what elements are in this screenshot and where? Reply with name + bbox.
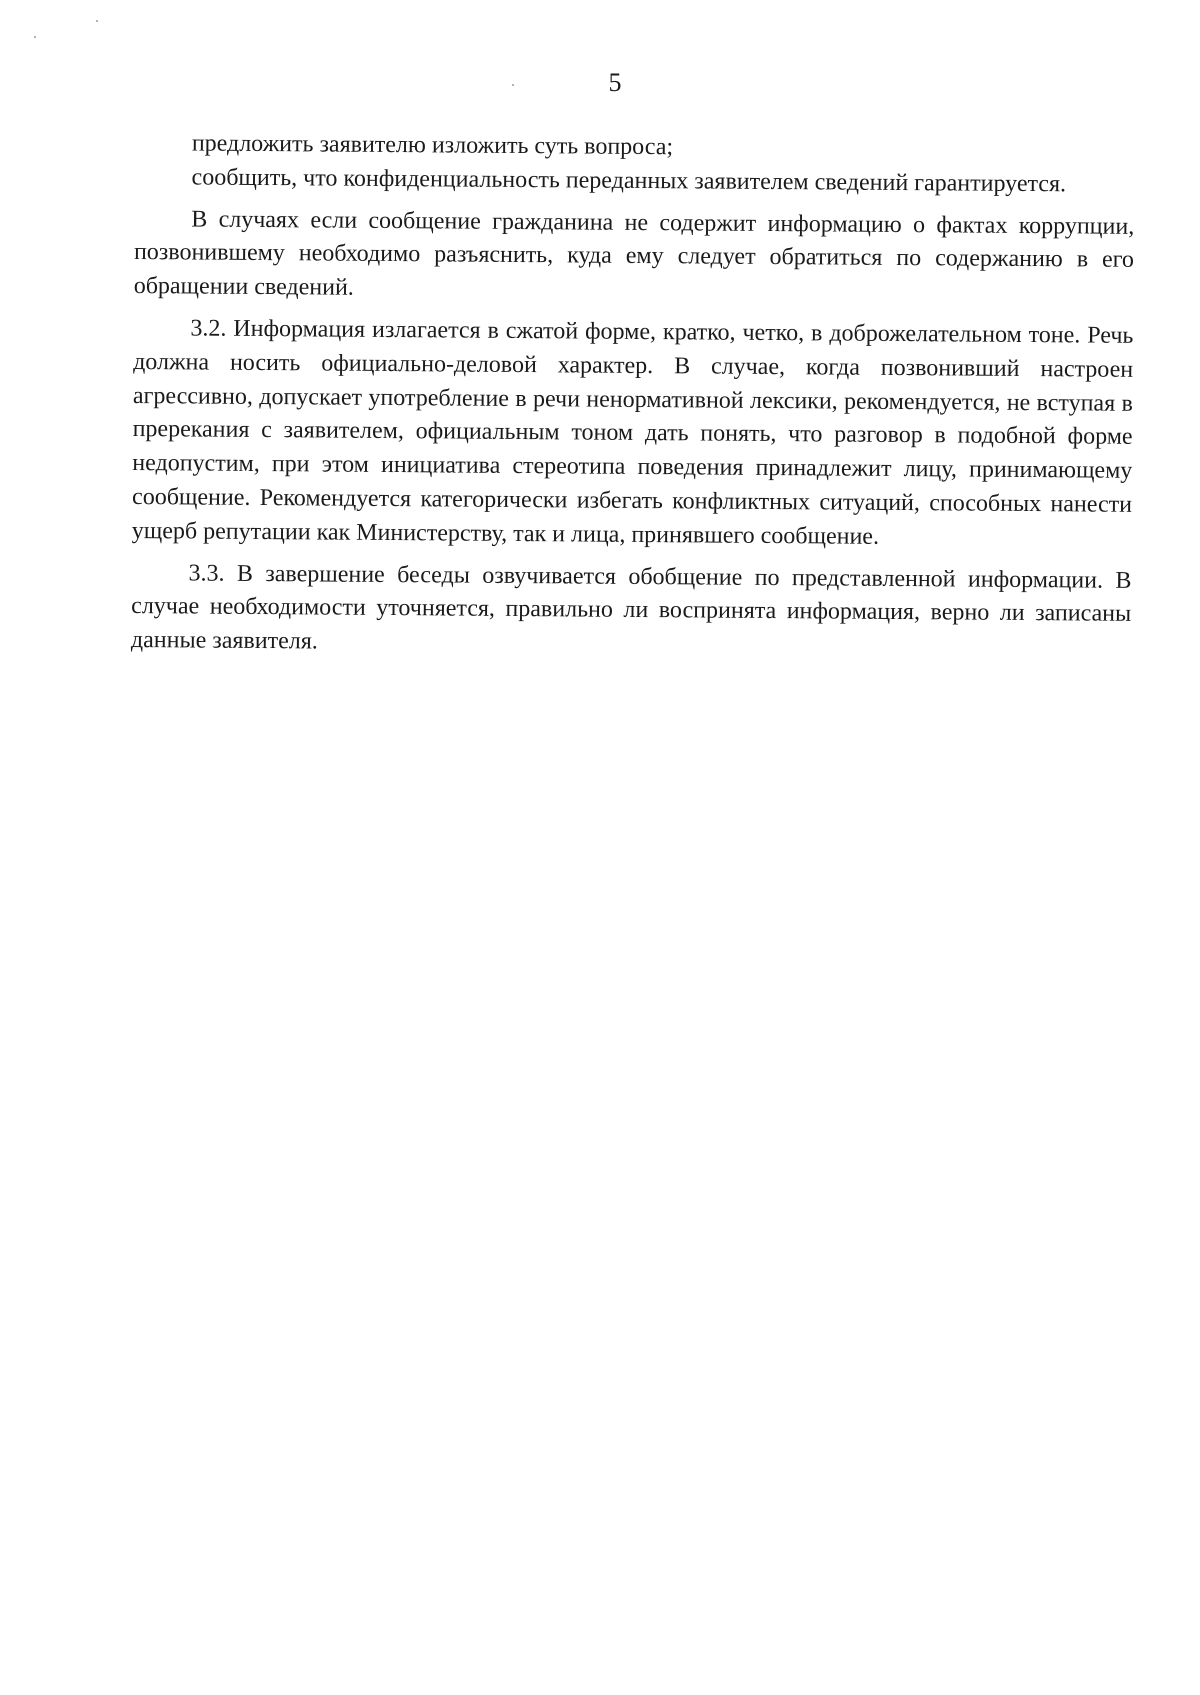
paragraph-no-corruption-info: В случаях если сообщение гражданина не содержит информацию о фактах коррупции, позвонившему необходимо разъяснить, куда ему следует обратиться по содержанию в его обращении сведений. [133,206,1135,301]
scan-speck [34,36,36,38]
document-body [131,127,1135,666]
page-number: 5 [608,68,622,97]
paragraph-section-3-2: 3.2. Информация излагается в сжатой форме, кратко, четко, в доброжелательном тоне. Речь должна носить официально-деловой характер. В случае, когда позвонивший настроен агрессивно, допускает употребление в речи ненормативной лексики, рекомендуется, не вступая в пререкания с заявителем, официальным тоном дать понять, что разговор в подобной форме недопустим, при этом инициатива стереотипа поведения принадлежит лицу, принимающему сообщение. Рекомендуется категорически избегать конфликтных ситуаций, способных нанести ущерб репутации как Министерству, так и лица, принявшего сообщение. [131,315,1134,550]
scan-speck [96,20,98,22]
paragraph-section-3-3: 3.3. В завершение беседы озвучивается обобщение по представленной информации. В случае необходимости уточняется, правильно ли воспринята информация, верно ли записаны данные заявителя. [130,559,1132,655]
paragraph-propose-question: предложить заявителю изложить суть вопроса; [191,130,674,161]
paragraph-confidentiality: сообщить, что конфиденциальность переданных заявителем сведений гарантируется. [191,164,1067,198]
